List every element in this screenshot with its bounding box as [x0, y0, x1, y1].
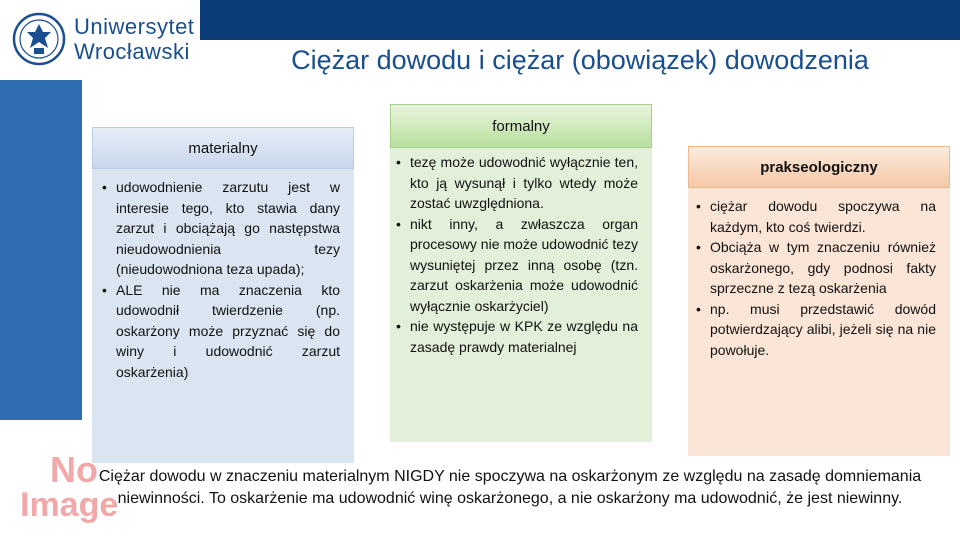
- card-body: [688, 196, 950, 360]
- logo-line-2: Wrocławski: [74, 39, 190, 64]
- list-item: • tezę może udowodnić wyłącznie ten, kto ją wysunął i tylko wtedy może zostać uwzględniona.: [396, 154, 638, 211]
- list-item: • ALE nie ma znaczenia kto udowodnił twierdzenie (np. oskarżony może przyznać się do winy i udowodnić zarzut oskarżenia): [102, 281, 340, 380]
- logo-text: [74, 14, 194, 64]
- left-decor-strip: [0, 80, 82, 420]
- card-formalny: [390, 104, 652, 442]
- list-item: • udowodnienie zarzutu jest w interesie tego, kto stawia dany zarzut i obciążają go następstwa nieudowodnienia tezy (nieudowodniona teza upada);: [102, 179, 340, 277]
- university-logo: [0, 0, 200, 80]
- university-seal-icon: [12, 12, 66, 66]
- list-item: • nikt inny, a zwłaszcza organ procesowy nie może udowodnić tezy wysuniętej przez inną osobę (tzn. zarzut oskarżenia może udowodnić wyłącznie oskarżyciel): [396, 215, 639, 314]
- card-body: [390, 152, 652, 357]
- header: [0, 0, 960, 80]
- card-heading: formalny: [390, 104, 652, 148]
- placeholder-line-2: Image: [20, 486, 119, 524]
- card-heading: prakseologiczny: [688, 146, 950, 188]
- list-item: • nie występuje w KPK ze względu na zasadę prawdy materialnej: [396, 318, 638, 355]
- slide-title: Ciężar dowodu i ciężar (obowiązek) dowodzenia: [200, 40, 960, 80]
- list-item: • np. musi przedstawić dowód potwierdzający alibi, jeżeli się na nie powołuje.: [696, 300, 936, 358]
- list-item: • Obciąża w tym znaczeniu również oskarżonego, gdy podnosi fakty sprzeczne z tezą oskarżenia: [696, 239, 936, 296]
- card-heading: materialny: [92, 127, 354, 169]
- card-prakseologiczny: [688, 146, 950, 456]
- placeholder-line-1: No: [50, 449, 98, 490]
- card-body: [92, 177, 354, 382]
- logo-line-1: Uniwersytet: [74, 14, 195, 39]
- card-materialny: [92, 127, 354, 463]
- bottom-note: Ciężar dowodu w znaczeniu materialnym NIGDY nie spoczywa na oskarżonym ze względu na zasadę domniemania niewinności. To oskarżenie ma udowodnić winę oskarżonego, a nie oskarżony ma udowodnić, że jest niewinny.: [98, 468, 922, 507]
- list-item: • ciężar dowodu spoczywa na każdym, kto coś twierdzi.: [696, 198, 936, 235]
